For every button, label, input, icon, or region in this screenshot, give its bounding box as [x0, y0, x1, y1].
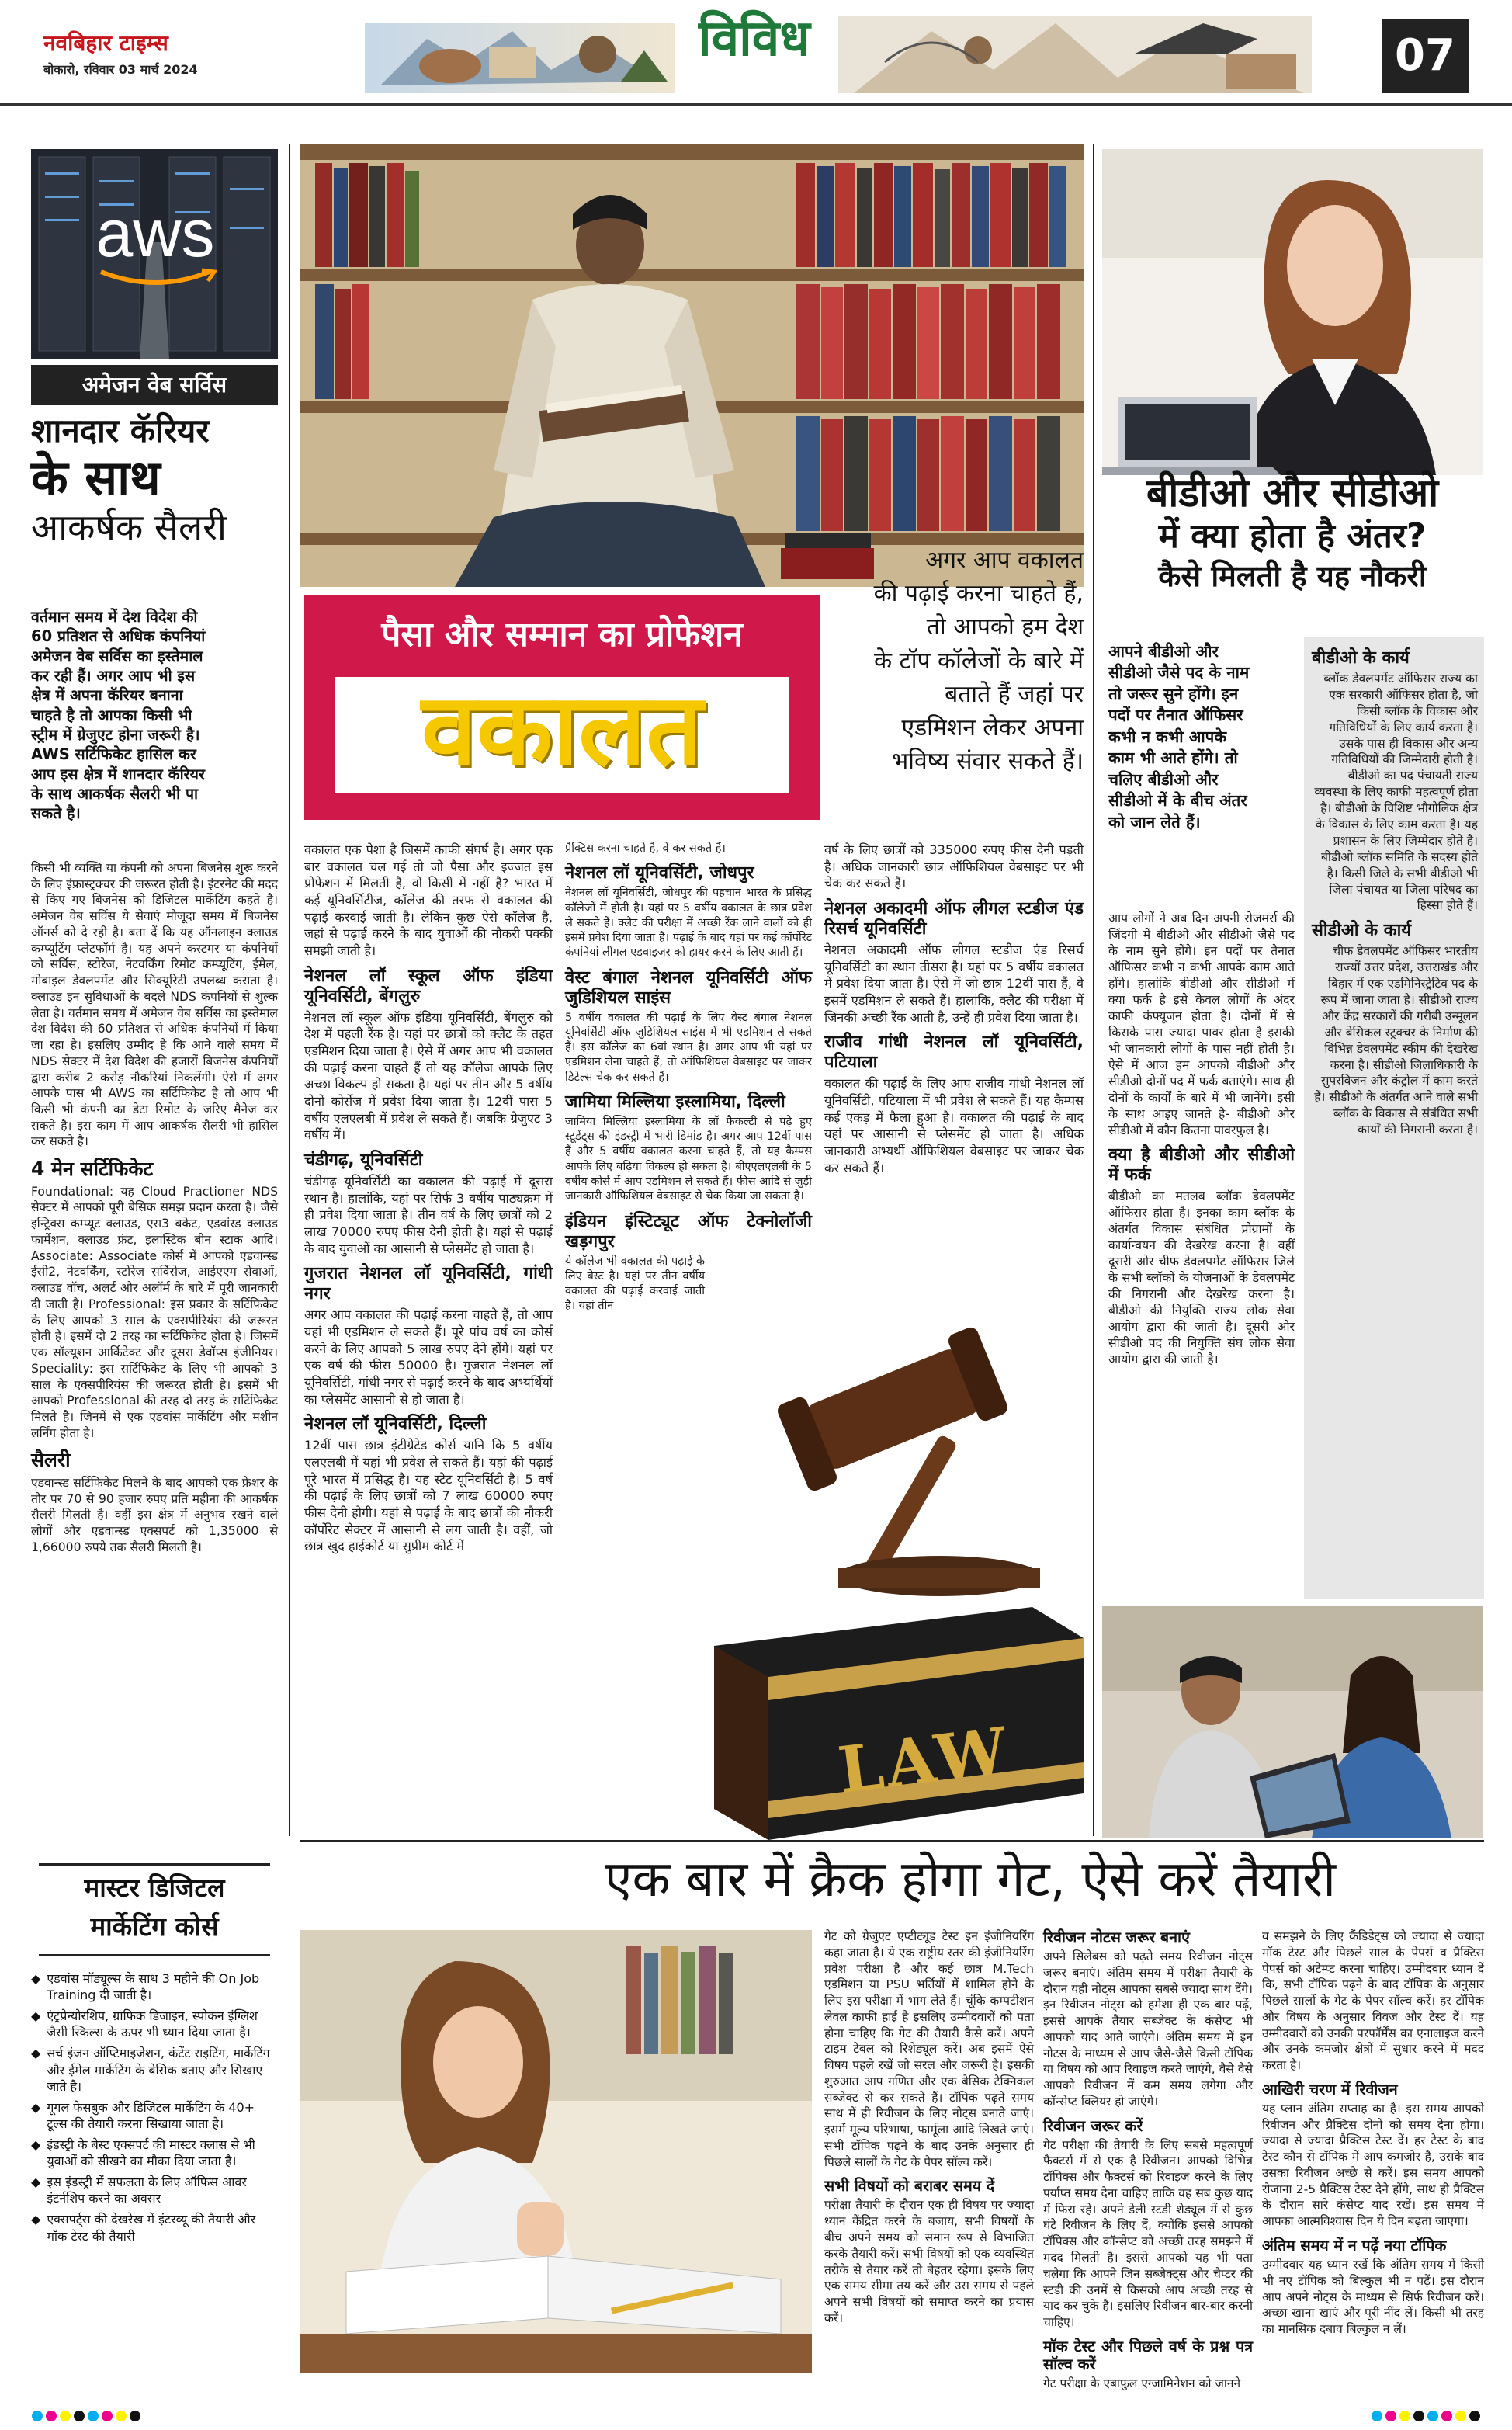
gate-col2-p1: अपने सिलेबस को पढ़ते समय रिवीजन नोट्स जरूर बनाएं। अंतिम समय में परीक्षा तैयारी के दौरान यही नोट्स आपका सबसे ज्यादा साथ देंगे। इन रिवीजन नोट्स को हमेशा ही एक बार पढ़ें, इससे आपके तैयार सब्जेक्ट के कंसेप्ट भी आपको याद आते जाएंगे। अंतिम समय में इन नोटस के माध्यम से आप जैसे-जैसे किसी टॉपिक या विषय को आप रिवाइज करते जाएंगे, वैसे वैसे आपको रिवीजन में कम समय लगेगा और कॉन्सेप्ट क्लियर हो जाएंगे। — [1043, 1949, 1253, 2109]
bdo-intro-line: को जान लेते हैं। — [1108, 812, 1201, 831]
deck-line: अगर आप वकालत — [925, 547, 1084, 574]
gate-col-3 — [1262, 1928, 1484, 2340]
vakalat-c3-h: राजीव गांधी नेशनल लॉ यूनिवर्सिटी, पटियाला — [824, 1033, 1084, 1073]
vakalat-c1-h: नेशनल लॉ यूनिवर्सिटी, दिल्ली — [304, 1415, 487, 1435]
bdo-col-b-1: ब्लॉक डेवलपमेंट ऑफिसर राज्य का एक सरकारी ऑफिसर होता है, जो किसी ब्लॉक के विकास और गतिविधियों के लिए कार्य करता है। उसके पास ही विकास और अन्य गतिविधियों की जिम्मेदारी होती है। बीडीओ का पद पंचायती राज्य व्यवस्था के लिए काफी महत्वपूर्ण होता है। बीडीओ के विशिष्ट भौगोलिक क्षेत्र के विकास के लिए काम करता है। यह प्रशासन के लिए जिम्मेदार होते है। बीडीओ ब्लॉक समिति के सदस्य होते है। किसी जिले के सभी बीडीओ भी जिला पंचायत या जिला परिषद का हिस्सा होते हैं। — [1314, 671, 1478, 913]
vakalat-col-2 — [565, 842, 812, 1317]
registration-marks-left — [31, 2410, 186, 2422]
list-item-text: एंट्रप्रेन्योरशिप, ग्राफिक डिजाइन, स्पोकन इंग्लिश जैसी स्किल्स के ऊपर भी ध्यान दिया जाता है। — [47, 2008, 258, 2040]
vakalat-c1-p: नेशनल लॉ स्कूल ऑफ इंडिया यूनिवर्सिटी, बेंगलुरु को देश में पहली रैंक है। यहां पर छात्रों को क्लैट के तहत एडमिशन दिया जाता है। ऐसे में अगर आप भी वकालत की पढ़ाई करना चाहते हैं तो यह कॉलेज आपके लिए अच्छा विकल्प हो सकता है। यहां पर तीन और 5 वर्षीय दोनों कोर्सेज में प्रवेश दिया जाता है। 12वीं पास 5 वर्षीय एलएलबी में प्रवेश ले सकते हैं। जबकि ग्रेजुएट 3 वर्षीय में। — [304, 1009, 553, 1143]
gate-col3-p1: व समझने के लिए कैंडिडेट्स को ज्यादा से ज्यादा मॉक टेस्ट और पिछले साल के पेपर्स व प्रैक्टिस पेपर्स को अटेम्प्ट करना चाहिए। उम्मीदवार ध्यान दें कि, सभी टॉपिक पढ़ने के बाद टॉपिक के अनुसार पिछले सालों के गेट के पेपर सॉल्व करें। हर टॉपिक और विषय के अनुसार विवज और टेस्ट दें। यह उम्मीदवारों को उनकी परफॉर्मेंस का एनालाइज करने और उनके कमजोर क्षेत्रों में सुधार करने में मदद करता है। — [1262, 1929, 1484, 2073]
gate-col2-p3: गेट परीक्षा के एबाफ़ुल एग्जामिनेशन को जानने — [1043, 2376, 1241, 2390]
gate-col2-sub1: रिवीजन नोटस जरूर बनाएं — [1043, 1928, 1190, 1946]
masthead-collage — [365, 8, 675, 99]
vakalat-banner — [304, 595, 820, 820]
list-item-text: इंडस्ट्री के बेस्ट एक्सपर्ट की मास्टर क्लास से भी युवाओं को सीखने का मौका दिया जाता है। — [47, 2137, 255, 2169]
aws-photo — [31, 149, 278, 359]
marketing-heading-box — [39, 1863, 270, 1956]
paper-name: नवबिहार टाइम्स — [43, 30, 168, 56]
vakalat-c2-h: नेशनल लॉ यूनिवर्सिटी, जोधपुर — [565, 863, 754, 883]
vakalat-c1-h: गुजरात नेशनल लॉ यूनिवर्सिटी, गांधी नगर — [304, 1264, 553, 1304]
bullet-icon: ◆ — [31, 2008, 41, 2024]
page-number: 07 — [1395, 30, 1455, 81]
list-item-text: एडवांस मॉड्यूल्स के साथ 3 महीने की On Job Training दी जाती है। — [47, 1971, 260, 2003]
aws-logo — [78, 196, 233, 293]
gate-col-1 — [824, 1928, 1034, 2329]
aws-headline-line-1: शानदार कॅरियर — [31, 411, 210, 450]
gate-col2-sub3: मॉक टेस्ट और पिछले वर्ष के प्रश्न पत्र सॉल्व करें — [1043, 2337, 1253, 2373]
aws-body-3: एडवान्स्ड सर्टिफिकेट मिलने के बाद आपको एक फ्रेशर के तौर पर 70 से 90 हजार रुपए प्रति महीना की आकर्षक सैलरी मिलती है। वहीं इस क्षेत्र में अनुभव रखने वाले लोगों और एडवान्स्ड एक्सपर्ट को 1,35000 से 1,66000 रुपये तक सैलरी मिलती है। — [31, 1475, 278, 1554]
gate-col3-sub1: आखिरी चरण में रिवीजन — [1262, 2080, 1398, 2098]
dateline: बोकारो, रविवार 03 मार्च 2024 — [43, 62, 198, 77]
list-item — [31, 2008, 278, 2040]
library-photo — [300, 144, 1084, 587]
vakalat-c2-p: जामिया मिल्लिया इस्लामिया के लॉ फैकल्टी से पढ़े हुए स्टूडेंट्स की इंडस्ट्री में भारी डिमांड है। अगर आप 12वीं पास हैं और 5 वर्षीय वकालत करना चाहते हैं, तो यह कैम्पस आपके लिए बढ़िया विकल्प हो सकता है। बीएएलएलबी के 5 वर्षीय कोर्स में आप एडमिशन ले सकते हैं। फीस आदि से जुड़ी जानकारी ऑफिशियल वेबसाइट से चेक किया जा सकता है। — [565, 1115, 812, 1203]
bullet-icon: ◆ — [31, 2046, 41, 2061]
list-item-text: इस इंडस्ट्री में सफलता के लिए ऑफिस आवर इंटर्नशिप करने का अवसर — [47, 2175, 247, 2206]
vakalat-c2-h: जामिया मिल्लिया इस्लामिया, दिल्ली — [565, 1092, 785, 1112]
vakalat-c1-h: नेशनल लॉ स्कूल ऑफ इंडिया यूनिवर्सिटी, बेंगलुरु — [304, 966, 553, 1006]
aws-intro-line: 60 प्रतिशत से अधिक कंपनियां — [31, 627, 206, 646]
gate-col-2 — [1043, 1928, 1253, 2394]
gate-col3-p2: यह प्लान अंतिम सप्ताह का है। इस समय आपको रिवीजन और प्रैक्टिस दोनों को समय देना होगा। ज्यादा से ज्यादा प्रैक्टिस टेस्ट दें। हर टेस्ट के बाद टेस्ट कौन से टॉपिक में आप कमजोर है, उसके बाद उसका रिवीजन अच्छे से करें। इस समय आपको रोजाना 2-5 प्रैक्टिस टेस्ट देने होंगे, साथ ही प्रैक्टिस के दौरान सारे कंसेप्ट याद रखें। इस समय में आपका आत्मविश्वास दिन ये दिन बढ़ता जाएगा। — [1262, 2101, 1484, 2229]
aws-kicker: अमेजन वेब सर्विस — [81, 372, 227, 397]
vakalat-c3-p: वर्ष के लिए छात्रों को 335000 रुपए फीस देनी पड़ती है। अधिक जानकारी छात्र ऑफिशियल वेबसाइट पर भी चेक कर सकते हैं। — [824, 842, 1084, 891]
bdo-sub-bdo-work: बीडीओ के कार्य — [1312, 648, 1410, 668]
gate-col3-sub2: अंतिम समय में न पढ़ें नया टॉपिक — [1262, 2237, 1447, 2255]
vakalat-c1-h: चंडीगढ़, यूनिवर्सिटी — [304, 1150, 423, 1170]
list-item-text: एक्सपर्ट्स की देखरेख में इंटरव्यू की तैयारी और मॉक टेस्ट की तैयारी — [47, 2212, 256, 2244]
aws-body-2: Foundational: यह Cloud Practioner NDS सेक्टर में आपको पूरी बेसिक समझ प्रदान करता है। जैसे इन्ट्रिक्स कम्प्यूट क्लाउड, एस3 बकेट, एडवांस्ड क्लाउड फार्मेशन, क्लाउड फ्रंट, इलास्टिक बीन स्टाक आदि। Associate: Associate कोर्स में आपको एडवान्स्ड ईसी2, नेटवर्किंग, स्टोरेज सर्विसेज, आईएएम सेवाओं, क्लाउड वॉच, अलर्ट और अलॉर्म के बारे में पूरी जानकारी दी जाती है। Professional: इस प्रकार के सर्टिफिकेट के लिए आपको 3 साल के एक्सपीरियंस की जरूरत होती है। इसमें दो 2 तरह का सर्टिफिकेट होता है। जिसमें एक सॉल्यूशन आर्किटेक्ट और दूसरा डेवॉप्स इंजीनियर। Speciality: इस सर्टिफिकेट के लिए भी आपको 3 साल के एक्सपीरियंस की जरूरत होती है। इसमें भी आपको Professional की तरह दो तरह के सर्टिफिकेट मिलते है। जिनमें से एक एडवांस मार्केटिंग और मशीन लर्निंग होता है। — [31, 1184, 278, 1440]
page-number-box — [1382, 19, 1469, 93]
law-gavel-photo — [706, 1312, 1084, 1840]
vakalat-col-1 — [304, 842, 553, 1557]
vakalat-c3-p: वकालत की पढ़ाई के लिए आप राजीव गांधी नेशनल लॉ यूनिवर्सिटी, पटियाला में भी प्रवेश ले सकते हैं। यह कैम्पस कई एकड़ में फैला हुआ है। वकालत की पढ़ाई के बाद यहां पर आसानी से प्लेसमेंट हो जाता है। अधिक जानकारी अभ्यर्थी ऑफिशियल वेबसाइट पर जाकर चेक कर सकते हैं। — [824, 1076, 1084, 1175]
aws-intro-line: AWS सर्टिफिकेट हासिल कर — [31, 745, 196, 764]
marketing-heading-line-1: मास्टर डिजिटल — [84, 1873, 225, 1903]
bullet-icon: ◆ — [31, 2212, 41, 2227]
bdo-col-a-2: बीडीओ का मतलब ब्लॉक डेवलपमेंट ऑफिसर होता है। इनका काम ब्लॉक के अंतर्गत विकास संबंधित प्रोग्रामों के कार्यान्वयन की देखरेख करना है। वहीं दूसरी ओर चीफ डेवलपमेंट ऑफिसर जिले के सभी ब्लॉकों के योजनाओं के डेवलपमेंट की निगरानी और देखरेख करना है। बीडीओ की नियुक्ति राज्य लोक सेवा आयोग द्वारा की जाती है। दूसरी ओर सीडीओ पद की नियुक्ति संघ लोक सेवा आयोग द्वारा की जाती है। — [1108, 1188, 1295, 1366]
list-item — [31, 2045, 278, 2094]
vakalat-col-3 — [824, 842, 1084, 1179]
bdo-intro-line: काम भी आते होंगे। तो — [1108, 748, 1238, 768]
aws-intro-line: अमेजन वेब सर्विस का इस्तेमाल — [31, 647, 203, 665]
marketing-list — [31, 1970, 278, 2249]
bdo-intro-line: आपने बीडीओ और — [1108, 642, 1219, 661]
aws-body-1: किसी भी व्यक्ति या कंपनी को अपना बिजनेस शुरू करने के लिए इंफ्रास्ट्रक्चर की जरूरत होती है। इंटरनेट की मदद से किए गए बिजनेस को डिजिटल मार्केटिंग कहते है। अमेजन वेब सर्विस ये सेवाएं मौजूदा समय में बिजनेस ऑनर्स को दे रही है। बता दें कि यह ऑनलाइन क्लाउड कम्प्यूटिंग प्लेटफॉर्म है। यह अपने कस्टमर या कंपनियों को सर्विस, स्टोरेज, नेटवर्किंग रिमोट कम्प्यूटिंग, ईमेल, मोबाइल डेवलपमेंट और सिक्यूरिटी उपलब्ध कराता है। क्लाउड इन सुविधाओं के बदले NDS कंपनियों से शुल्क लेता है। वर्तमान समय में अमेजन वेब सर्विस का इस्तेमाल देश विदेश की 60 प्रतिशत से अधिक कंपनियों में किया जा रहा है। इसलिए उम्मीद है कि आने वाले समय में NDS सेक्टर में देश विदेश की हजारों बिजनेस कंपनियों द्वारा करीब 2 करोड़ नौकरियां निकलेंगी। ऐसे में अगर आपके पास भी AWS का सर्टिफिकेट है तो आप भी किसी भी कंपनी का डेटा रिमोट के जरिए मैनेज कर सकते है। इस काम में आप आकर्षक सैलरी भी हासिल कर सकते है। — [31, 861, 278, 1149]
woman-photo — [1102, 149, 1483, 475]
vakalat-c2-p: 5 वर्षीय वकालत की पढ़ाई के लिए वेस्ट बंगाल नेशनल यूनिवर्सिटी ऑफ जुडिशियल साइंस में भी एडमिशन ले सकते हैं। इस कॉलेज का 6वां स्थान है। अगर आप भी यहां पर एडमिशन लेना चाहते हैं, तो ऑफिशियल वेबसाइट पर जाकर डिटेल्स चेक कर सकते हैं। — [565, 1011, 812, 1084]
list-item — [31, 2099, 278, 2132]
gate-headline: एक बार में क्रैक होगा गेट, ऐसे करें तैयारी — [605, 1851, 1336, 1908]
divider — [300, 1840, 1484, 1842]
aws-body — [31, 860, 278, 1558]
aws-intro-line: क्षेत्र में अपना कॅरियर बनाना — [31, 686, 183, 705]
aws-logo-text: aws — [95, 196, 215, 271]
bullet-icon: ◆ — [31, 2175, 41, 2190]
bullet-icon: ◆ — [31, 2137, 41, 2152]
gate-col1-sub: सभी विषयों को बराबर समय दें — [824, 2177, 995, 2196]
gate-col2-p2: गेट परीक्षा की तैयारी के लिए सबसे महत्वपूर्ण फैक्टर्स में से एक है रिवीजन। आपको विभिन्न टॉपिक्स और फैक्टर्स को रिवाइज करने के लिए पर्याप्त समय देना चाहिए ताकि वह सब कुछ याद में फिरा रहे। अपने डेली स्टडी शेड्यूल में से कुछ घंटे रिवीजन के लिए दें, क्योंकि इससे आपको टॉपिक्स और कॉन्सेप्ट को अच्छी तरह समझने में मदद मिलती है। इससे आपको यह भी पता चलेगा कि आपने जिन सब्जेक्ट्स और चैप्टर की स्टडी की उनमें से किसको आप अच्छी तरह से याद कर चुके है। इसलिए रिवीजन बार-बार करनी चाहिए। — [1043, 2137, 1253, 2330]
deck-line: तो आपको हम देश — [926, 613, 1084, 641]
vakalat-c2-h: इंडियन इंस्टिट्यूट ऑफ टेक्नोलॉजी खड़गपुर — [565, 1211, 812, 1251]
aws-intro-line: आप इस क्षेत्र में शानदार कॅरियर — [31, 765, 205, 783]
bdo-subhead: कैसे मिलती है यह नौकरी — [1158, 558, 1427, 593]
deck-line: बताते हैं जहां पर — [945, 680, 1084, 708]
aws-intro-line: के साथ आकर्षक सैलरी भी पा — [31, 785, 199, 804]
divider — [1093, 144, 1094, 1836]
deck-line: एडमिशन लेकर अपना — [901, 713, 1084, 741]
bullet-icon: ◆ — [31, 2099, 41, 2115]
aws-headline-line-3: आकर्षक सैलरी — [31, 505, 227, 548]
aws-sub-salary: सैलरी — [31, 1449, 71, 1472]
bdo-col-a-1: आप लोगों ने अब दिन अपनी रोजमर्रा की जिंदगी में बीडीओ और सीडीओ जैसे पद के नाम सुने होंगे। इन पदों पर तैनात ऑफिसर कभी न कभी आपके काम आते होंगे। हालांकि बीडीओ और सीडीओ में क्या फर्क है इसे केवल लोगों के अंदर काफी कंफ्यूजन होता है। दोनों में से किसके पास ज्यादा पावर होता है इसकी भी जानकारी लोगों के पास नहीं होती है। ऐसे में आज हम आपको बीडीओ और सीडीओ दोनों पद में फर्क बताएंगे। साथ ही दोनों के कार्यों के बारे में भी जानेंगे। इसी के साथ आइए जानते है- बीडीओ और सीडीओ में कौन कितना पावरफुल है। — [1108, 911, 1295, 1137]
bdo-headline-line-1: बीडीओ और सीडीओ — [1146, 470, 1439, 516]
gate-col3-p3: उम्मीदवार यह ध्यान रखें कि अंतिम समय में किसी भी नए टॉपिक को बिल्कुल भी न पढ़ें। इस दौरान आप अपने नोट्स के माध्यम से सिर्फ रिवीजन करें। अच्छा खाना खाएं और पूरी नींद लें। किसी भी तरह का मानसिक दबाव बिल्कुल न लें। — [1262, 2258, 1484, 2337]
bdo-intro-line: पदों पर तैनात ऑफिसर — [1108, 706, 1243, 725]
aws-intro — [31, 607, 278, 824]
bdo-headline-line-2: में क्या होता है अंतर? — [1158, 516, 1427, 556]
bdo-sub-cdo-work: सीडीओ के कार्य — [1312, 921, 1412, 941]
bdo-intro-line: चलिए बीडीओ और — [1108, 769, 1219, 789]
bdo-intro-line: सीडीओ जैसे पद के नाम — [1108, 663, 1250, 682]
gate-col2-sub2: रिवीजन जरूर करें — [1043, 2116, 1143, 2135]
bdo-intro — [1108, 641, 1295, 833]
aws-intro-line: चाहते है तो आपका किसी भी — [31, 706, 192, 724]
vakalat-c2-h: वेस्ट बंगाल नेशनल यूनिवर्सिटी ऑफ जुडिशियल साइंस — [565, 967, 812, 1008]
vakalat-c1-p: अगर आप वकालत की पढ़ाई करना चाहते हैं, तो आप यहां भी एडमिशन ले सकते हैं। पूरे पांच वर्ष का कोर्स करने के लिए आपको 5 लाख रुपए देने होंगे। यहां पर एक वर्ष की फीस 50000 है। गुजरात नेशनल लॉ यूनिवर्सिटी, गांधी नगर से पढ़ाई करने के बाद अभ्यर्थियों का प्लेसमेंट आसानी से हो जाता है। — [304, 1307, 553, 1407]
list-item-text: गूगल फेसबुक और डिजिटल मार्केटिंग के 40+ टूल्स की तैयारी करना सिखाया जाता है। — [47, 2099, 255, 2131]
marketing-box — [31, 1848, 278, 2376]
aws-headline-line-2: के साथ — [31, 450, 161, 507]
gate-col1-p1: गेट को ग्रेजुएट एप्टीट्यूड टेस्ट इन इंजीनियरिंग कहा जाता है। ये एक राष्ट्रीय स्तर की इंजीनियरिंग प्रवेश परीक्षा है और कई छात्र M.Tech एडमिशन या PSU भर्तियों में शामिल होने के लिए इस परीक्षा में भाग लेते हैं। चूंकि कम्पटीशन लेवल काफी हाई है इसलिए उम्मीदवारों को पता होना चाहिए कि गेट की तैयारी कैसे करें। अपने टाइम टेबल को रिशेड्यूल करें। अब इसमें ऐसे विषय पहले रखें जो सरल और जरूरी है। इसकी शुरुआत आप गणित और एक बेसिक टेक्निकल सब्जेक्ट से कर सकते हैं। टॉपिक पढ़ते समय साथ में ही रिवीजन के लिए नोट्स बनाते जाएं। इसमें मूल्य परिभाषा, फार्मूला आदि लिखते जाएं। सभी टॉपिक पढ़ने के बाद उनके अनुसार ही पिछले सालों के गेट के पेपर सॉल्व करें। — [824, 1929, 1034, 2169]
list-item — [31, 1970, 278, 2003]
banner-title: वकालत — [421, 672, 703, 788]
gate-col1-p2: परीक्षा तैयारी के दौरान एक ही विषय पर ज्यादा ध्यान केंद्रित करने के बजाय, सभी विषयों के बीच अपने समय को समान रूप से विभाजित करके तैयारी करें। सभी विषयों को एक व्यवस्थित तरीके से तैयार करें तो बेहतर रहेगा। इसके लिए एक समय सीमा तय करें और उस समय से पहले अपने सभी विषयों को समाप्त करने का प्रयास करें। — [824, 2198, 1034, 2325]
vakalat-c2-p: नेशनल लॉ यूनिवर्सिटी, जोधपुर की पहचान भारत के प्रसिद्ध कॉलेजों में होती है। यहां पर 5 वर्षीय वकालत के छात्र प्रवेश ले सकते हैं। क्लैट की परीक्षा में अच्छी रैंक लाने वालों को ही इसमें प्रवेश दिया जाता है। पढ़ाई के बाद यहां पर कई कॉर्पोरेट कंपनियां लीगल एडवाइजर को हायर करने के लिए आती हैं। — [565, 887, 812, 960]
list-item-text: सर्च इंजन ऑप्टिमाइजेशन, कंटेंट राइटिंग, मार्केटिंग और ईमेल मार्केटिंग के बेसिक बताए और सिखाए जाते है। — [47, 2046, 270, 2094]
list-item — [31, 2174, 278, 2206]
bdo-headline — [1102, 470, 1483, 596]
deck-line: की पढ़ाई करना चाहते हैं, — [873, 580, 1084, 608]
bdo-intro-line: कभी न कभी आपके — [1108, 727, 1227, 746]
masthead — [0, 0, 1512, 106]
laptop-icon — [1102, 397, 1281, 475]
bdo-intro-line: तो जरूर सुने होंगे। इन — [1108, 684, 1239, 703]
vakalat-c2-p: ये कॉलेज भी वकालत की पढ़ाई के लिए बेस्ट है। यहां पर तीन वर्षीय वकालत की पढ़ाई करवाई जाती है। यहां तीन — [565, 1255, 705, 1313]
vakalat-c1-p: चंडीगढ़ यूनिवर्सिटी का वकालत की पढ़ाई में दूसरा स्थान है। हालांकि, यहां पर सिर्फ 3 वर्षीय पाठ्यक्रम में ही प्रवेश दिया जाता है। तीन वर्ष के लिए छात्रों को 2 लाख 70000 रुपए फीस देनी होती है। यहां से पढ़ाई के बाद युवाओं का आसानी से प्लेसमेंट हो जाता है। — [304, 1173, 553, 1256]
vakalat-c1-p: वकालत एक पेशा है जिसमें काफी संघर्ष है। अगर एक बार वकालत चल गई तो जो पैसा और इज्जत इस प्रोफेशन में मिलती है, वो किसी में नहीं है? भारत में कई यूनिवर्सिटीज, कॉलेज की तरफ से वकालत की पढ़ाई करवाई जाती है। लेकिन कुछ ऐसे कॉलेज है, जहां से पढ़ाई करने के बाद युवाओं की नौकरी पक्की समझी जाती है। — [304, 842, 553, 959]
bdo-col-b-2: चीफ डेवलपमेंट ऑफिसर भारतीय राज्यों उत्तर प्रदेश, उत्तराखंड और बिहार में एक एडमिनिस्ट्रेटिव पद के रूप में जाना जाता है। सीडीओ राज्य और केंद्र सरकारों की गरीबी उन्मूलन और बेसिकल स्ट्रक्चर के निर्माण की विभिन्न डेवलपमेंट स्कीम की देखरेख करना है। सीडीओ जिलाधिकारी के सुपरविजन और कंट्रोल में काम करते हैं। सीडीओ के अंतर्गत आने वाले सभी ब्लॉक के विकास से संबंधित सभी कार्यों की निगरानी करता है। — [1314, 944, 1478, 1137]
section-title: विविध — [699, 10, 810, 68]
vakalat-c3-p: नेशनल अकादमी ऑफ लीगल स्टडीज एंड रिसर्च यूनिवर्सिटी का स्थान तीसरा है। यहां पर 5 वर्षीय वकालत में प्रवेश दिया जाता है। ऐसे में जो छात्र 12वीं पास हैं, वे इसमें एडमिशन ले सकते हैं। हालांकि, क्लैट की परीक्षा में जिनकी अच्छी रैंक आती है, उन्हें ही प्रवेश दिया जाता है। — [824, 942, 1084, 1025]
registration-marks-right — [1326, 2410, 1481, 2422]
masthead-collage-right — [838, 8, 1312, 99]
aws-intro-line: कर रही हैं। अगर आप भी इस — [31, 667, 196, 686]
list-item — [31, 2137, 278, 2169]
vakalat-c1-p: 12वीं पास छात्र इंटीग्रेटेड कोर्स यानि कि 5 वर्षीय एलएलबी में यहां भी प्रवेश ले सकते हैं। यहां की पढ़ाई पूरे भारत में प्रसिद्ध है। यह स्टेट यूनिवर्सिटी है। 5 वर्ष की पढ़ाई के लिए छात्रों को 7 लाख 60000 रुपए फीस देनी होगी। यहां से पढ़ाई के बाद छात्रों की नौकरी कॉर्पोरेट सेक्टर में आसानी से लग जाती है। वहीं, जो छात्र खुद हाईकोर्ट या सुप्रीम कोर्ट में — [304, 1438, 553, 1554]
divider — [289, 144, 290, 1836]
deck-line: के टॉप कॉलेजों के बारे में — [874, 647, 1084, 675]
aws-intro-line: वर्तमान समय में देश विदेश की — [31, 608, 198, 626]
gate-photo — [300, 1930, 812, 2373]
aws-sub-certificates: 4 मेन सर्टिफिकेट — [31, 1158, 154, 1181]
law-book-text: LAW — [834, 1713, 1014, 1809]
aws-intro-line: स्ट्रीम में ग्रेजुएट होना जरूरी है। — [31, 726, 200, 745]
aws-intro-line: सकते है। — [31, 804, 81, 823]
vakalat-deck — [823, 543, 1084, 778]
list-item — [31, 2211, 278, 2244]
marketing-heading-line-2: मार्केटिंग कोर्स — [90, 1911, 219, 1942]
bdo-col-a — [1108, 910, 1295, 1369]
bdo-intro-line: सीडीओ में के बीच अंतर — [1108, 791, 1247, 811]
students-photo — [1102, 1606, 1483, 1838]
aws-headline — [31, 411, 278, 549]
vakalat-c2-p: प्रैक्टिस करना चाहते है, वे कर सकते हैं। — [565, 842, 726, 855]
banner-kicker: पैसा और सम्मान का प्रोफेशन — [381, 615, 743, 654]
bdo-col-b — [1312, 641, 1478, 1140]
aws-kicker-bar — [31, 365, 278, 405]
vakalat-c3-h: नेशनल अकादमी ऑफ लीगल स्टडीज एंड रिसर्च यूनिवर्सिटी — [824, 899, 1084, 939]
bdo-sub-diff: क्या है बीडीओ और सीडीओ में फर्क — [1108, 1145, 1295, 1185]
bullet-icon: ◆ — [31, 1971, 41, 1986]
deck-line: भविष्य संवार सकते हैं। — [892, 748, 1084, 776]
